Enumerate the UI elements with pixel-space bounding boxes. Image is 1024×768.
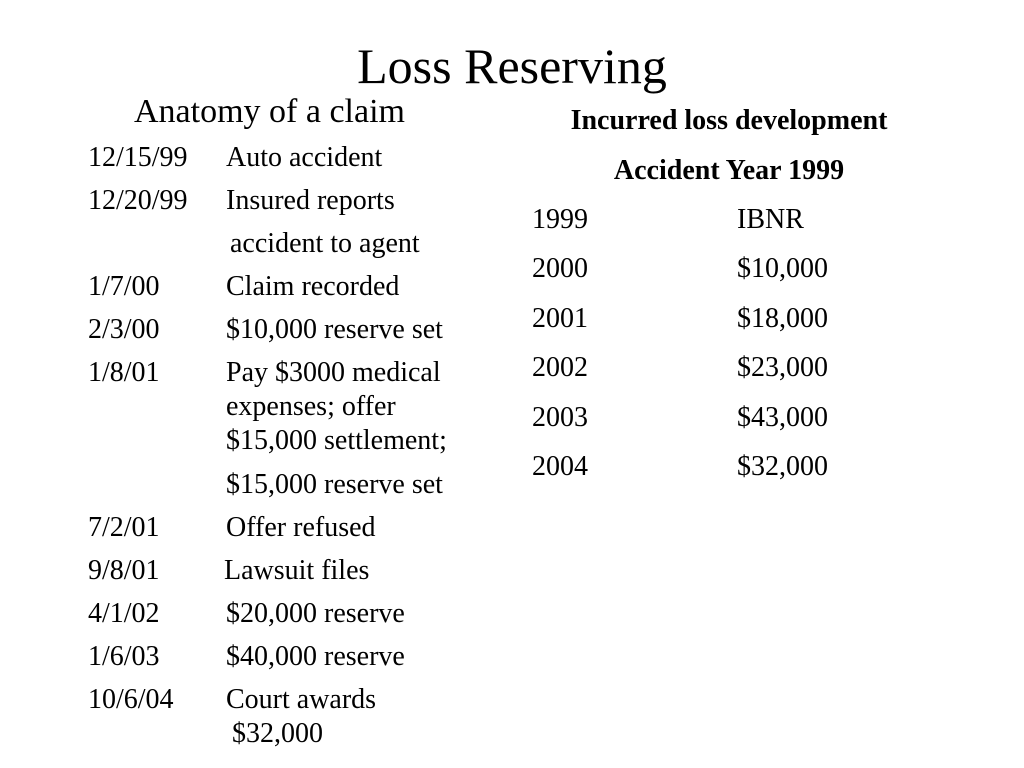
claim-anatomy-heading: Anatomy of a claim (134, 93, 405, 130)
development-table (532, 202, 892, 498)
timeline-date: 1/7/00 (88, 271, 160, 302)
timeline-date: 10/6/04 (88, 684, 174, 715)
development-row (532, 449, 892, 498)
timeline-date: 9/8/01 (88, 555, 160, 586)
timeline-event-continued: expenses; offer (226, 391, 396, 422)
development-amount: $10,000 (737, 253, 828, 285)
timeline-entry (88, 140, 518, 183)
timeline-entry (88, 510, 518, 553)
timeline-entry (88, 183, 518, 226)
timeline-event-continued: $32,000 (232, 718, 323, 749)
development-year: 2002 (532, 352, 588, 384)
timeline-date: 12/15/99 (88, 142, 188, 173)
development-year: 2001 (532, 302, 588, 334)
timeline-date: 1/6/03 (88, 641, 160, 672)
development-amount: $32,000 (737, 450, 828, 482)
timeline-event: $20,000 reserve (226, 598, 405, 629)
timeline-date: 1/8/01 (88, 357, 160, 388)
timeline-event-continued: $15,000 settlement; (226, 425, 447, 456)
timeline-date: 2/3/00 (88, 314, 160, 345)
timeline-entry (88, 269, 518, 312)
timeline-entry (88, 596, 518, 639)
development-year: 2003 (532, 401, 588, 433)
timeline-entry-continuation (88, 389, 518, 423)
timeline-event: Auto accident (226, 142, 383, 173)
development-row (532, 400, 892, 449)
development-amount: $43,000 (737, 401, 828, 433)
timeline-entry (88, 312, 518, 355)
development-row (532, 251, 892, 300)
timeline-entry (88, 553, 518, 596)
timeline-entry-continuation (88, 716, 518, 759)
timeline-entry-continuation (88, 423, 518, 467)
timeline-entry (88, 355, 518, 389)
development-amount: $18,000 (737, 302, 828, 334)
development-heading: Incurred loss development (570, 105, 888, 136)
development-subheading: Accident Year 1999 (613, 155, 845, 186)
timeline-event-continued: accident to agent (230, 228, 420, 259)
timeline-date: 12/20/99 (88, 185, 188, 216)
timeline-event: Offer refused (226, 512, 376, 543)
timeline-event: $40,000 reserve (226, 641, 405, 672)
timeline-event: Court awards (226, 684, 377, 715)
timeline-entry (88, 682, 518, 716)
timeline-event-continued: $15,000 reserve set (226, 469, 443, 500)
timeline-event: $10,000 reserve set (226, 314, 443, 345)
timeline-date: 7/2/01 (88, 512, 160, 543)
timeline-event: Lawsuit files (224, 555, 370, 586)
development-row (532, 350, 892, 399)
timeline-event: Pay $3000 medical (226, 357, 441, 388)
development-year: 2000 (532, 253, 588, 285)
timeline-entry-continuation (88, 226, 518, 269)
development-year: 1999 (532, 204, 588, 235)
development-amount: $23,000 (737, 352, 828, 384)
development-row (532, 301, 892, 350)
slide-title: Loss Reserving (357, 38, 667, 94)
development-row (532, 202, 892, 251)
claim-timeline (88, 140, 518, 759)
timeline-event: Claim recorded (226, 271, 400, 302)
timeline-event: Insured reports (226, 185, 395, 216)
development-amount: IBNR (737, 204, 804, 235)
development-year: 2004 (532, 450, 588, 482)
timeline-entry (88, 639, 518, 682)
timeline-entry-continuation (88, 467, 518, 510)
timeline-date: 4/1/02 (88, 598, 160, 629)
